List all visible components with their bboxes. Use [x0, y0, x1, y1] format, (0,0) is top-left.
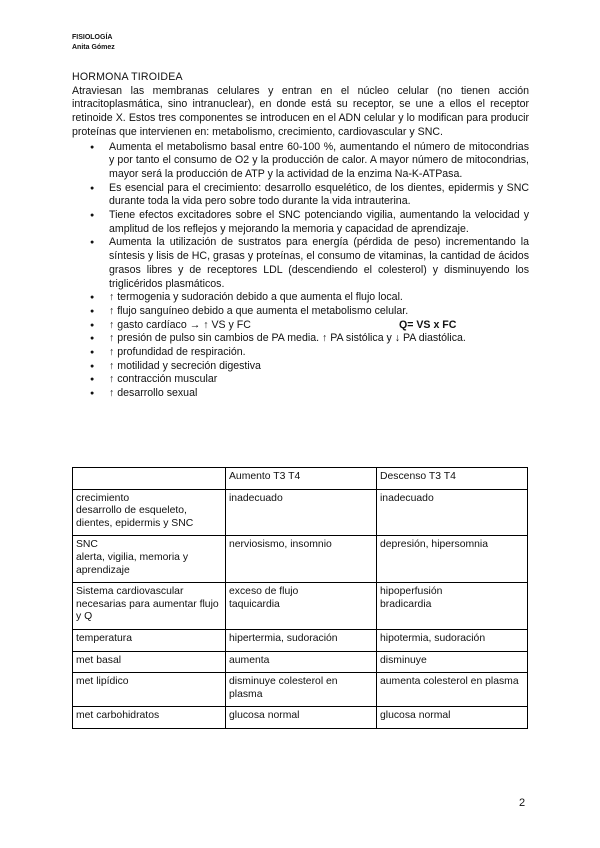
- cell-text: inadecuado: [229, 492, 283, 504]
- cell-text: aumenta: [229, 654, 270, 666]
- bullet-list: [72, 141, 529, 401]
- list-item: [109, 319, 529, 333]
- table-cell: [377, 489, 528, 536]
- list-item: ● Tiene efectos excitadores sobre el SNC potenciando vigilia, aumentando la velocidad y amplitud de los reflejos y mejorando la memoria y capacidad de aprendizaje.: [109, 209, 529, 236]
- list-item: ● ↑ desarrollo sexual: [109, 387, 529, 401]
- list-item: ● Aumenta el metabolismo basal entre 60-100 %, aumentando el número de mitocondrias y por tanto el consumo de O2 y la producción de calor. A mayor número de mitocondrias, mayor será la producción de ATP y la actividad de la enzima Na-K-ATPasa.: [109, 141, 529, 182]
- cell-text: glucosa normal: [380, 710, 451, 722]
- cell-text: inadecuado: [380, 492, 434, 504]
- table-header-cell: [73, 468, 226, 490]
- cell-text: nerviosismo, insomnio: [229, 539, 332, 551]
- table-cell: [377, 673, 528, 707]
- header-author: Anita Gómez: [72, 44, 115, 51]
- page-header: [72, 33, 115, 53]
- cell-text: Descenso T3 T4: [380, 471, 456, 482]
- cell-text: aumenta colesterol en plasma: [380, 676, 519, 688]
- table-cell: [73, 707, 226, 729]
- table-header-cell: [226, 468, 377, 490]
- table-cell: [226, 707, 377, 729]
- document-body: [72, 71, 529, 401]
- thyroid-effects-table: [72, 467, 528, 729]
- cell-text: hipertermia, sudoración: [229, 632, 338, 644]
- table-cell: [73, 673, 226, 707]
- cell-text: met lipídico: [76, 676, 129, 688]
- cell-text: Aumento T3 T4: [229, 471, 301, 482]
- list-item: ● Aumenta la utilización de sustratos para energía (pérdida de peso) incrementando la síntesis y lisis de HC, grasas y proteínas, el consumo de vitaminas, la cantidad de ácidos grasos libres y de receptores LDL (descendiendo el colesterol) y disminuyendo los triglicéridos plasmáticos.: [109, 236, 529, 291]
- cell-text: glucosa normal: [229, 710, 300, 722]
- list-item: ● ↑ profundidad de respiración.: [109, 346, 529, 360]
- cardiac-output-formula: Q= VS x FC: [399, 318, 457, 331]
- table-row: [73, 673, 528, 707]
- table-cell: [377, 536, 528, 583]
- table-cell: [226, 583, 377, 630]
- cell-text: hipoperfusión bradicardia: [380, 586, 443, 610]
- table-row: [73, 707, 528, 729]
- table-cell: [377, 583, 528, 630]
- list-item: ● ↑ contracción muscular: [109, 373, 529, 387]
- list-item: ● ↑ motilidad y secreción digestiva: [109, 360, 529, 374]
- header-course: FISIOLOGÍA: [72, 34, 113, 41]
- cell-text: disminuye: [380, 654, 427, 666]
- cell-text: met basal: [76, 654, 122, 666]
- cell-text: disminuye colesterol en plasma: [229, 676, 338, 700]
- table-cell: [73, 489, 226, 536]
- table-cell: [226, 536, 377, 583]
- cell-text: crecimiento desarrollo de esqueleto, dientes, epidermis y SNC: [76, 492, 194, 529]
- list-item-text: ↑ gasto cardíaco → ↑ VS y FC: [109, 318, 251, 331]
- table-row: [73, 536, 528, 583]
- table-cell: [73, 629, 226, 651]
- list-item: ● ↑ termogenia y sudoración debido a que aumenta el flujo local.: [109, 291, 529, 305]
- table-row: [73, 583, 528, 630]
- intro-paragraph: Atraviesan las membranas celulares y entran en el núcleo celular (no tienen acción intracitoplasmática, sino intranuclear), en donde está su receptor, se une a ellos el receptor retinoide X. Estos tres componentes se introducen en el ADN celular y lo modifican para producir proteínas que intervienen en: metabolismo, crecimiento, cardiovascular y SNC.: [72, 84, 529, 138]
- list-item: ● Es esencial para el crecimiento: desarrollo esquelético, de los dientes, epidermis y SNC durante toda la vida pero sobre todo durante la vida intrauterina.: [109, 182, 529, 209]
- table-cell: [73, 583, 226, 630]
- table-cell: [377, 651, 528, 673]
- table-row: [73, 651, 528, 673]
- table-cell: [73, 536, 226, 583]
- cell-text: Sistema cardiovascular necesarias para aumentar flujo y Q: [76, 586, 219, 623]
- table-row: [73, 489, 528, 536]
- cell-text: exceso de flujo taquicardia: [229, 586, 299, 610]
- table-cell: [226, 673, 377, 707]
- table-header-row: [73, 468, 528, 490]
- cell-text: SNC alerta, vigilia, memoria y aprendizaje: [76, 539, 189, 576]
- list-item: ● ↑ presión de pulso sin cambios de PA media. ↑ PA sistólica y ↓ PA diastólica.: [109, 332, 529, 346]
- table-cell: [226, 629, 377, 651]
- table-cell: [377, 629, 528, 651]
- list-item: ● ↑ flujo sanguíneo debido a que aumenta el metabolismo celular.: [109, 305, 529, 319]
- table-cell: [226, 651, 377, 673]
- table-cell: [226, 489, 377, 536]
- table-header-cell: [377, 468, 528, 490]
- page-number: 2: [519, 797, 526, 809]
- cell-text: hipotermia, sudoración: [380, 632, 486, 644]
- section-title: HORMONA TIROIDEA: [72, 71, 183, 83]
- cell-text: temperatura: [76, 632, 133, 644]
- table-body: [73, 468, 528, 729]
- cell-text: met carbohidratos: [76, 710, 160, 722]
- table-cell: [73, 651, 226, 673]
- table-cell: [377, 707, 528, 729]
- cell-text: depresión, hipersomnia: [380, 539, 489, 551]
- table-row: [73, 629, 528, 651]
